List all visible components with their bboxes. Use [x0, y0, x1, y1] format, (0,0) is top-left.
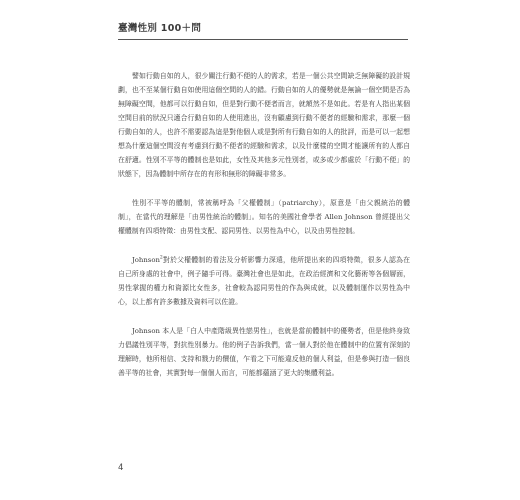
- page-number: 4: [118, 463, 124, 473]
- paragraph-2: 性別不平等的體制，常被稱呼為「父權體制」（patriarchy），原意是「由父親統治的體制」，在當代的理解是「由男性統治的體制」。知名的美國社會學者 Allen Johnson 曾經提出父權體制有四項特徵：由男性支配、認同男性、以男性為中心，以及由男性控制。: [118, 199, 410, 235]
- paragraph-4: Johnson 本人是「白人中產階級異性戀男性」，也就是當前體制中的優勢者，但是他終身致力倡議性別平等，對抗性別暴力。他的例子告訴我們，當一個人對於他在體制中的位置有深刻的理解時，他所相信、支持和戮力的價值，乍看之下可能違反他的個人利益，但是參與打造一個良善平等的社會，其實對每一個個人而言，可能都蘊涵了更大的集體利益。: [118, 327, 410, 377]
- header-divider: [118, 39, 408, 40]
- running-header: [118, 23, 408, 40]
- paragraph-1: 譬如行動自如的人，很少關注行動不便的人的需求，若是一個公共空間缺乏無障礙的設計規劃，也不至某個行動自如使用這個空間的人的錯。行動自如的人的優勢就是無論一個空間是否為無障礙空間，他都可以行動自如，但是對行動不便者而言，就額然不是如此。若是有人指出某個空間目前的狀況只適合行動自如的人使用進出，沒有顧慮到行動不便者的經驗和需求，那麼一個行動自如的人，也許不需要認為這是對他個人或是對所有行動自如的人的批評，而是可以一起想想為什麼這個空間沒有考慮到行動不便者的經驗和需求，以及什麼樣的空間才能讓所有的人都自在舒適。性別不平等的體制也是如此，女性及其他多元性別者，或多或少都處於「行動不便」的狀態下，因為體制中所存在的有形和無形的障礙非常多。: [118, 72, 410, 178]
- paragraph-3: [118, 253, 410, 309]
- footnote-marker: 2: [159, 255, 163, 261]
- paragraph-3-lead: Johnson: [132, 256, 160, 264]
- book-title: 臺灣性別 100＋問: [118, 23, 202, 34]
- paragraph-3-body: 對於父權體制的看法及分析影響力深遠，他所提出來的四項特徵，很多人認為在自己所身處的社會中，例子隨手可得。臺灣社會也是如此，在政治經濟和文化藝術等各個層面，男性掌握的權力和資源比女性多，社會較為認同男性的作為與成就，以及體制運作以男性為中心，以上都有許多數據及資料可以佐證。: [118, 256, 410, 306]
- body-text: [118, 69, 410, 395]
